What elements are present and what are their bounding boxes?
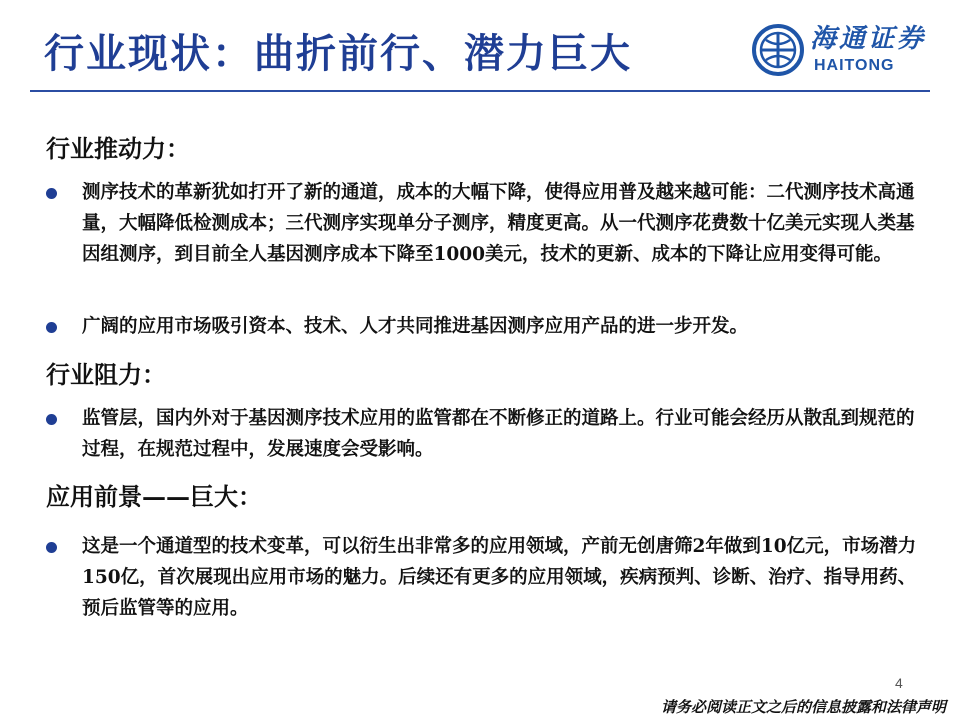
slide-title: 行业现状：曲折前行、潜力巨大	[44, 30, 632, 77]
haitong-emblem-icon	[752, 24, 804, 76]
bullet-text-applications: 这是一个通道型的技术变革，可以衍生出非常多的应用领域，产前无创唐筛2年做到10亿元，市场潜力150亿，首次展现出应用市场的魅力。后续还有更多的应用领域，疾病预判、诊断、治疗、指导用药、预后监管等的应用。	[82, 536, 917, 619]
bullet-marker	[46, 542, 57, 553]
title-divider	[30, 90, 930, 92]
heading-resistance: 行业阻力：	[46, 360, 166, 389]
bullet-marker	[46, 188, 57, 199]
bullet-text-tech-cost: 测序技术的革新犹如打开了新的通道，成本的大幅下降，使得应用普及越来越可能：二代测序技术高通量，大幅降低检测成本；三代测序实现单分子测序，精度更高。从一代测序花费数十亿美元实现人类基因组测序，到目前全人基因测序成本下降至1000美元，技术的更新、成本的下降让应用变得可能。	[82, 182, 915, 265]
heading-driving-forces: 行业推动力：	[46, 134, 190, 163]
heading-prospects: 应用前景——巨大：	[46, 482, 262, 511]
page-number: 4	[895, 675, 903, 691]
logo-english-name: HAITONG	[814, 57, 895, 74]
legal-disclaimer: 请务必阅读正文之后的信息披露和法律声明	[660, 698, 946, 716]
bullet-text-regulation: 监管层，国内外对于基因测序技术应用的监管都在不断修正的道路上。行业可能会经历从散乱到规范的过程，在规范过程中，发展速度会受影响。	[82, 408, 915, 460]
bullet-marker	[46, 322, 57, 333]
bullet-text-market: 广阔的应用市场吸引资本、技术、人才共同推进基因测序应用产品的进一步开发。	[82, 316, 749, 337]
haitong-logo	[752, 22, 932, 80]
logo-chinese-name: 海通证券	[810, 24, 927, 54]
bullet-marker	[46, 414, 57, 425]
